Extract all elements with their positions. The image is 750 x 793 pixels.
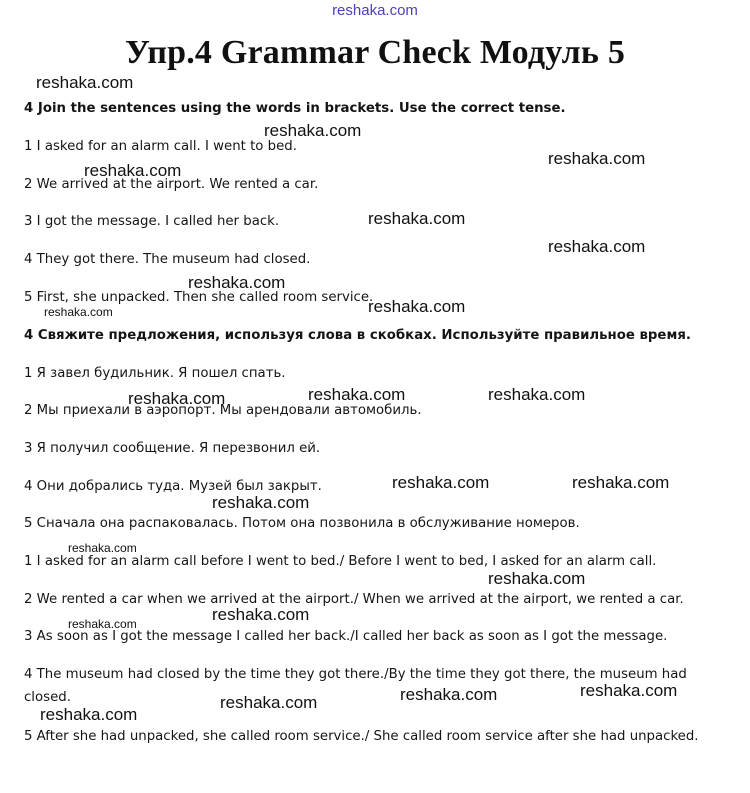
site-link[interactable]: reshaka.com xyxy=(332,2,418,19)
answer-line: 4 The museum had closed by the time they got there./By the time they got there, the museum had xyxy=(24,667,687,682)
watermark: reshaka.com xyxy=(548,237,646,256)
watermark: reshaka.com xyxy=(488,569,586,588)
watermark: reshaka.com xyxy=(68,541,137,555)
watermark: reshaka.com xyxy=(68,617,137,631)
answer-line: 5 After she had unpacked, she called room service./ She called room service after she had unpacked. xyxy=(24,729,699,744)
exercise-item-en: 5 First, she unpacked. Then she called room service. xyxy=(24,290,374,305)
exercise-item-ru: 3 Я получил сообщение. Я перезвонил ей. xyxy=(24,441,321,456)
instruction-en: 4 Join the sentences using the words in brackets. Use the correct tense. xyxy=(24,101,566,116)
answer-line: 2 We rented a car when we arrived at the airport./ When we arrived at the airport, we rented a car. xyxy=(24,592,684,607)
answer-line: 3 As soon as I got the message I called her back./I called her back as soon as I got the message. xyxy=(24,629,668,644)
exercise-item-ru: 4 Они добрались туда. Музей был закрыт. xyxy=(24,479,322,494)
watermark: reshaka.com xyxy=(40,705,138,724)
watermark: reshaka.com xyxy=(572,473,670,492)
exercise-item-en: 1 I asked for an alarm call. I went to bed. xyxy=(24,139,297,154)
watermark: reshaka.com xyxy=(128,389,226,408)
watermark: reshaka.com xyxy=(212,493,310,512)
answer-line: 1 I asked for an alarm call before I went to bed./ Before I went to bed, I asked for an alarm call. xyxy=(24,554,657,569)
exercise-item-en: 2 We arrived at the airport. We rented a car. xyxy=(24,177,319,192)
watermark: reshaka.com xyxy=(212,605,310,624)
watermark: reshaka.com xyxy=(188,273,286,292)
instruction-ru: 4 Свяжите предложения, используя слова в скобках. Используйте правильное время. xyxy=(24,328,691,343)
watermark: reshaka.com xyxy=(580,681,678,700)
watermark: reshaka.com xyxy=(400,685,498,704)
answer-line: closed. xyxy=(24,690,71,705)
watermark: reshaka.com xyxy=(220,693,318,712)
watermark: reshaka.com xyxy=(488,385,586,404)
watermark: reshaka.com xyxy=(368,297,466,316)
watermark: reshaka.com xyxy=(392,473,490,492)
exercise-item-ru: 2 Мы приехали в аэропорт. Мы арендовали автомобиль. xyxy=(24,403,422,418)
watermark: reshaka.com xyxy=(84,161,182,180)
watermark: reshaka.com xyxy=(36,73,134,92)
watermark: reshaka.com xyxy=(368,209,466,228)
page-title: Упр.4 Grammar Check Модуль 5 xyxy=(124,34,626,71)
exercise-item-en: 3 I got the message. I called her back. xyxy=(24,214,280,229)
exercise-item-en: 4 They got there. The museum had closed. xyxy=(24,252,311,267)
watermark: reshaka.com xyxy=(308,385,406,404)
exercise-item-ru: 1 Я завел будильник. Я пошел спать. xyxy=(24,366,286,381)
watermark: reshaka.com xyxy=(44,305,113,319)
watermark: reshaka.com xyxy=(264,121,362,140)
watermark: reshaka.com xyxy=(548,149,646,168)
exercise-item-ru: 5 Сначала она распаковалась. Потом она позвонила в обслуживание номеров. xyxy=(24,516,580,531)
